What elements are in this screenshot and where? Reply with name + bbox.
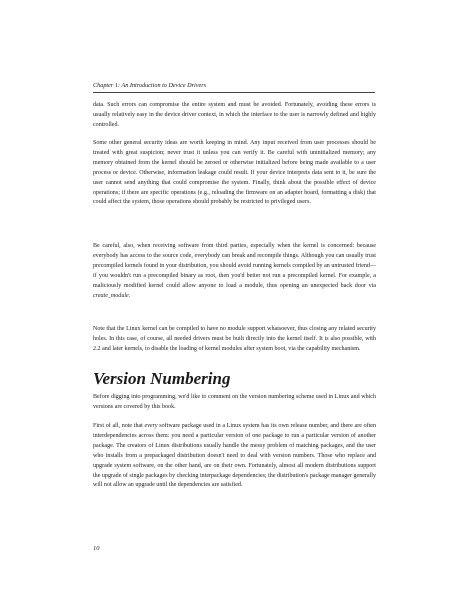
paragraph-version-intro: Before digging into programming, we'd like to comment on the version numbering scheme used in Linux and which versions are covered by this book. xyxy=(93,394,376,410)
paragraph-text: First of all, note that xyxy=(93,423,145,429)
paragraph-text: software package used in a Linux system has its own release number, and there are often interdependencies across them: you need a particular version of one package to run a particular version of another package. The creators of Linux distributions usually handle the messy problem of matching packages, and the user who installs from a prepackaged distribution doesn't need to deal with version numbers. Those who replace and upgrade system software, on the other hand, are on their own. Fortunately, almost all modern distributions support the upgrade of single packages by checking interpackage dependencies; the distribution's package manager generally will not allow an upgrade until the dependencies are satisfied. xyxy=(93,423,376,489)
page-number: 10 xyxy=(93,545,100,552)
paragraph-security-ideas: Some other general security ideas are worth keeping in mind. Any input received from user processes should be treated with great suspicion; never trust it unless you can verify it. Be careful with uninitialized memory; any memory obtained from the kernel should be zeroed or otherwise initialized before being made available to a user process or device. Otherwise, information leakage could result. If your device interprets data sent to it, be sure the user cannot send anything that could compromise the system. Finally, think about the possible effect of device operations; if there are specific operations (e.g., reloading the firmware on an adapter board, formatting a disk) that could affect the system, those operations should probably be restricted to privileged users. xyxy=(93,140,376,206)
paragraph-security-errors: data. Such errors can compromise the entire system and must be avoided. Fortunately, avoiding these errors is usually relatively easy in the device driver context, in which the interface to the user is narrowly defined and highly controlled. xyxy=(93,102,376,128)
paragraph-release-numbers xyxy=(93,422,376,491)
section-heading: Version Numbering xyxy=(93,369,231,388)
header-rule xyxy=(93,92,375,93)
emphasis-every: every xyxy=(144,423,158,429)
running-header: Chapter 1: An Introduction to Device Drivers xyxy=(93,82,207,89)
paragraph-module-support: Note that the Linux kernel can be compiled to have no module support whatsoever, thus closing any related security holes. In this case, of course, all needed drivers must be built directly into the kernel itself. It is also possible, with 2.2 and later kernels, to disable the loading of kernel modules after system boot, via the capability mechanism. xyxy=(93,326,376,352)
paragraph-text: Be careful, also, when receiving software from third parties, especially when the kernel is concerned: because everybody has access to the source code, everybody can break and recompile things. Although you can usually trust precompiled kernels found in your distribution, you should avoid running kernels compiled by an untrusted friend—if you wouldn't run a precompiled binary as root, then you'd better not run a precompiled kernel. For example, a maliciously modified kernel could allow anyone to load a module, thus opening an unexpected back door via xyxy=(93,243,376,289)
function-name-create-module: create_module xyxy=(93,292,129,299)
paragraph-text: . xyxy=(128,292,131,299)
paragraph-third-party-software xyxy=(93,242,376,301)
